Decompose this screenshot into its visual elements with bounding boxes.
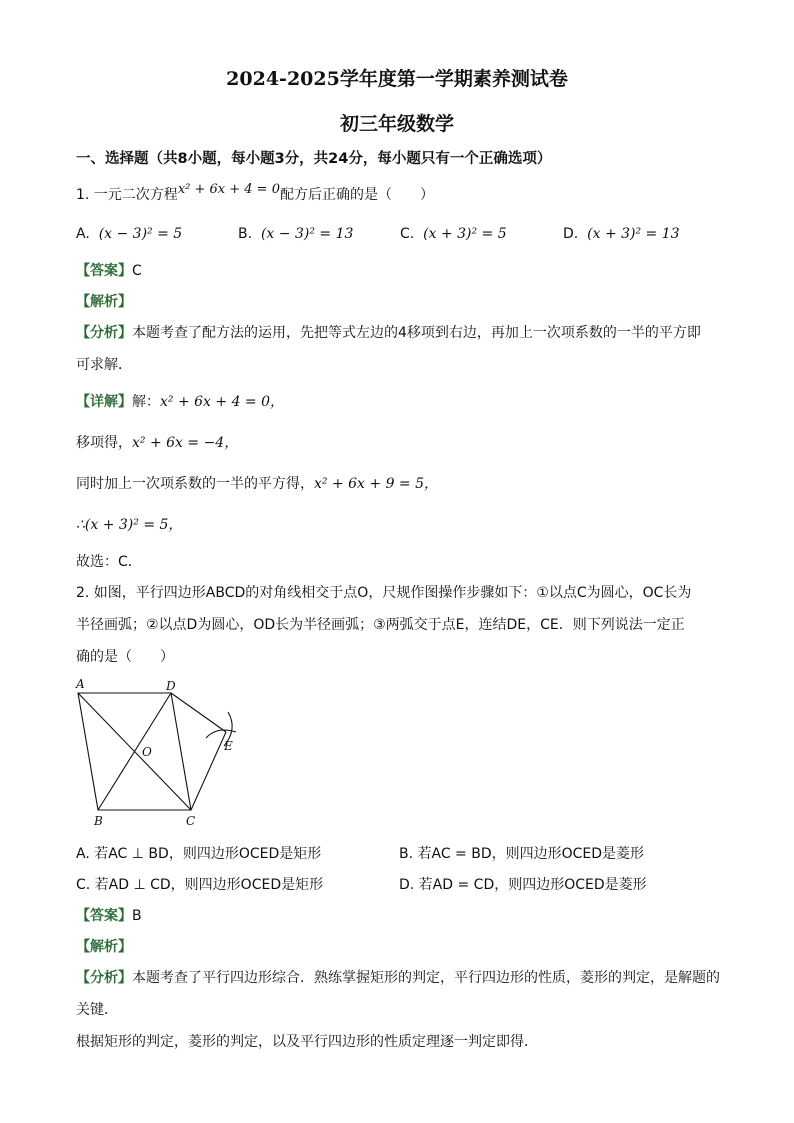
page-title: 2024-2025学年度第一学期素养测试卷 [226,68,568,90]
q1-option-b [238,226,353,242]
label-a: A [76,677,85,691]
q2-option-b: B. 若AC = BD，则四边形OCED是菱形 [399,846,645,862]
q1-fenxi-line2: 可求解． [76,357,132,373]
q1-option-c [400,226,507,242]
step-prefix: 移项得， [76,435,132,451]
q2-method: 根据矩形的判定，菱形的判定，以及平行四边形的性质定理逐一判定即得． [76,1034,538,1050]
question-1-tail: 配方后正确的是（ ） [279,187,434,203]
step-equation: ∴(x + 3)² = 5， [76,517,183,533]
label-d: D [166,679,176,693]
q1-step3 [76,516,182,534]
q1-conclusion: 故选：C． [76,554,142,570]
step-equation: x² + 6x = −4， [132,435,239,451]
fenxi-text: 本题考查了平行四边形综合．熟练掌握矩形的判定，平行四边形的性质，菱形的判定，是解题的 [132,970,720,986]
fenxi-tag: 【分析】 [76,970,132,986]
section-heading: 一、选择题（共8小题，每小题3分，共24分，每小题只有一个正确选项） [76,151,552,167]
question-2-line2: 半径画弧；②以点D为圆心，OD长为半径画弧；③两弧交于点E，连结DE，CE．则下列说法一定正 [76,617,685,633]
question-2-line3: 确的是（ ） [76,649,174,665]
fenxi-tag: 【分析】 [76,325,132,341]
q1-step2 [76,475,438,493]
answer-value: B [132,908,142,924]
segment-de [171,693,226,732]
step-equation: x² + 6x + 9 = 5， [314,476,439,492]
label-o: O [142,745,152,759]
label-c: C [186,814,196,828]
question-2-line1: 2. 如图，平行四边形ABCD的对角线相交于点O，尺规作图操作步骤如下：①以点C为圆心，OC长为 [76,585,692,601]
label-b: B [94,814,103,828]
answer-tag: 【答案】 [76,908,132,924]
question-1-equation: x² + 6x + 4 = 0 [177,182,280,197]
q2-option-a: A. 若AC ⊥ BD，则四边形OCED是矩形 [76,846,322,862]
q1-option-d [563,226,680,242]
option-label: A. [76,226,90,242]
option-label: B. [238,226,253,242]
detail-tag: 【详解】 [76,394,132,410]
q2-fenxi-line2: 关键． [76,1002,118,1018]
question-1-number: 1. 一元二次方程 [76,187,178,203]
option-expression: (x + 3)² = 5 [423,226,507,242]
q2-analysis-tag: 【解析】 [76,939,132,955]
arc-from-d [206,730,236,738]
page-subtitle: 初三年级数学 [339,113,454,135]
q1-step1 [76,434,238,452]
parallelogram-figure [70,674,250,834]
option-expression: (x − 3)² = 13 [260,226,354,242]
q1-option-a [76,226,182,242]
option-label: D. [563,226,579,242]
question-1-stem [76,182,434,205]
q2-fenxi-line1 [76,969,720,987]
answer-tag: 【答案】 [76,263,132,279]
detail-equation: x² + 6x + 4 = 0， [160,394,285,410]
detail-prefix: 解： [132,394,160,410]
q1-answer [76,262,142,280]
option-expression: (x + 3)² = 13 [587,226,680,242]
answer-value: C [132,263,142,279]
q1-analysis-tag: 【解析】 [76,294,132,310]
label-e: E [224,739,233,753]
option-expression: (x − 3)² = 5 [98,226,183,242]
q1-detail [76,393,284,411]
q1-fenxi-line1 [76,324,701,342]
step-prefix: 同时加上一次项系数的一半的平方得， [76,476,314,492]
q2-answer [76,907,142,925]
option-label: C. [400,226,415,242]
diagonal-bd [98,693,171,810]
q2-option-c: C. 若AD ⊥ CD，则四边形OCED是矩形 [76,877,324,893]
fenxi-text: 本题考查了配方法的运用，先把等式左边的4移项到右边，再加上一次项系数的一半的平方即 [132,325,701,341]
q2-option-d: D. 若AD = CD，则四边形OCED是菱形 [399,877,647,893]
segment-ce [191,732,226,810]
